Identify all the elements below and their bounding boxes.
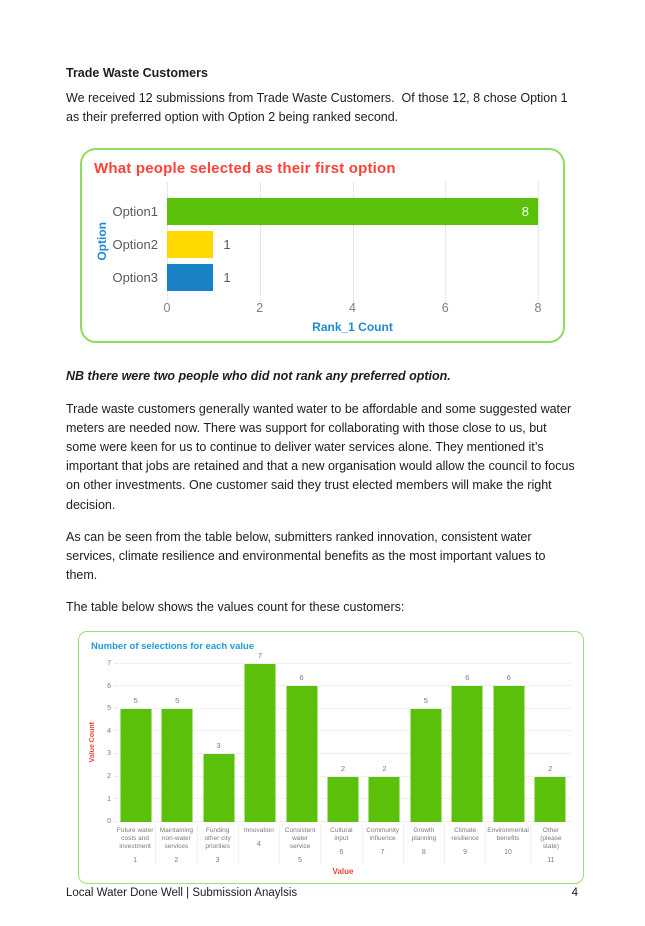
category-number: 2	[174, 857, 179, 865]
y-tick-label: 7	[107, 660, 111, 668]
bar-value-label: 2	[548, 763, 553, 773]
bar-value-label: 3	[216, 740, 221, 750]
bar	[452, 686, 483, 821]
category-cell	[403, 825, 444, 865]
bar-value-label: 6	[506, 673, 511, 683]
category-number: 11	[547, 857, 555, 865]
category-label: Innovation	[243, 826, 274, 834]
bar-slot	[198, 664, 239, 822]
category-cell	[279, 825, 320, 865]
category-number: 10	[504, 849, 512, 857]
bar-slot	[281, 664, 322, 822]
y-tick-label: 3	[107, 750, 111, 758]
y-tick-label: 6	[107, 682, 111, 690]
bar	[120, 709, 151, 822]
bar	[286, 686, 317, 821]
category-cell	[530, 825, 571, 865]
chart-bar-row	[112, 261, 538, 294]
category-number: 7	[380, 849, 385, 857]
x-axis-categories	[115, 825, 571, 865]
bar	[535, 777, 566, 822]
bar-value-label: 5	[175, 695, 180, 705]
plot-region	[107, 650, 571, 826]
y-axis-label: Option	[95, 222, 109, 262]
bar-value-label: 5	[423, 695, 428, 705]
category-label: Consistent water service	[284, 826, 316, 851]
category-cell	[362, 825, 403, 865]
y-tick-label: 0	[107, 818, 111, 826]
category-cell	[238, 825, 279, 865]
bar-slot	[447, 664, 488, 822]
bar	[203, 754, 234, 822]
bar-value-label: 2	[340, 763, 346, 773]
document-content	[66, 66, 579, 884]
bar-slot	[530, 664, 571, 822]
chart-plot-area	[89, 650, 571, 877]
category-cell	[320, 825, 361, 865]
category-label: Community influence	[366, 826, 400, 842]
bar	[327, 777, 358, 822]
x-axis-ticks	[163, 301, 542, 318]
category-label: Option1	[112, 204, 158, 220]
category-number: 5	[298, 857, 303, 865]
bar	[162, 709, 193, 822]
bar-slot	[488, 664, 529, 822]
bar-slot	[115, 664, 156, 822]
category-label: Other (please state)	[540, 826, 562, 851]
y-tick-label: 1	[107, 795, 111, 803]
first-option-chart-card	[80, 148, 565, 343]
bar-rows	[112, 181, 538, 294]
bar-slot	[364, 664, 405, 822]
category-number: 6	[339, 849, 344, 857]
chart-plot-area	[112, 181, 542, 335]
bar	[493, 686, 524, 821]
bar-value-label: 6	[465, 673, 470, 683]
bar-slot	[405, 664, 446, 822]
category-label: Option3	[112, 270, 158, 286]
paragraph-values: As can be seen from the table below, submitters ranked innovation, consistent water services, climate resilience and environmental benefits as the most important values to them.	[66, 529, 549, 583]
section-heading: Trade Waste Customers	[66, 66, 208, 80]
category-label: Option2	[112, 237, 158, 253]
category-number: 3	[215, 857, 220, 865]
bar-slot	[156, 664, 197, 822]
category-label: Funding other city priorities	[204, 826, 231, 851]
x-tick-label: 0	[163, 301, 171, 316]
category-cell	[155, 825, 196, 865]
chart-title: What people selected as their first option	[94, 160, 396, 178]
bar-value-label: 1	[223, 237, 231, 253]
bar-slot	[322, 664, 363, 822]
x-axis-label: Value	[332, 867, 354, 877]
category-label: Climate resilience	[451, 826, 479, 842]
y-tick-label: 2	[107, 773, 111, 780]
category-cell	[485, 825, 530, 865]
category-cell	[444, 825, 485, 865]
bar-value-label: 2	[382, 763, 387, 773]
bar-slot	[239, 650, 280, 822]
y-axis-label: Value Count	[89, 721, 96, 763]
category-label: Growth planning	[411, 826, 437, 842]
bar-value-label: 8	[521, 204, 529, 220]
category-cell	[115, 825, 155, 865]
x-tick-label: 8	[534, 301, 542, 316]
chart-bar-row	[112, 228, 538, 261]
bar	[167, 198, 538, 225]
y-tick-label: 5	[107, 705, 111, 713]
bar	[167, 231, 213, 258]
chart-title: Number of selections for each value	[91, 640, 255, 652]
bar-value-label: 6	[299, 673, 304, 683]
bar-value-label: 1	[223, 270, 231, 286]
x-tick-label: 6	[441, 301, 449, 316]
category-number: 4	[256, 840, 261, 848]
nb-note: NB there were two people who did not rank any preferred option.	[66, 369, 451, 384]
gridline	[538, 183, 539, 302]
bar	[245, 664, 276, 822]
category-label: Maintaining non-water services	[159, 826, 193, 851]
category-number: 8	[421, 849, 426, 857]
bar	[167, 264, 213, 291]
page-number: 4	[571, 887, 578, 899]
x-axis-label: Rank_1 Count	[312, 320, 393, 335]
y-tick-label: 4	[107, 727, 111, 735]
bar	[369, 777, 400, 822]
x-tick-label: 2	[256, 301, 264, 316]
paragraph-feedback: Trade waste customers generally wanted water to be affordable and some suggested water meters are needed now. There was support for collaborating with those close to us, but some were keen for us to continue to deliver water services alone. They mentioned it’s important that jobs are retained and that a new organisation would allow the council to focus on other investments. One customer said they trust elected members will make the right decision.	[66, 401, 579, 512]
category-cell	[197, 825, 238, 865]
category-label: Environmental benefits	[487, 826, 529, 842]
chart-bar-row	[112, 195, 538, 228]
footer-title: Local Water Done Well | Submission Anaylsis	[66, 887, 298, 899]
values-count-chart-card	[78, 631, 584, 885]
page-footer	[66, 887, 578, 899]
bar-value-label: 5	[133, 695, 138, 705]
bar	[410, 709, 441, 822]
x-tick-label: 4	[349, 301, 356, 316]
paragraph-table-intro: The table below shows the values count for these customers:	[66, 600, 405, 615]
category-number: 1	[133, 857, 138, 865]
bar-value-label: 7	[257, 650, 263, 660]
category-label: Cultural input	[330, 826, 353, 842]
category-number: 9	[463, 849, 468, 857]
category-label: Future water costs and investment	[116, 826, 154, 851]
paragraph-intro: We received 12 submissions from Trade Waste Customers. Of those 12, 8 chose Option 1 as their preferred option with Option 2 being ranked second.	[66, 91, 572, 125]
